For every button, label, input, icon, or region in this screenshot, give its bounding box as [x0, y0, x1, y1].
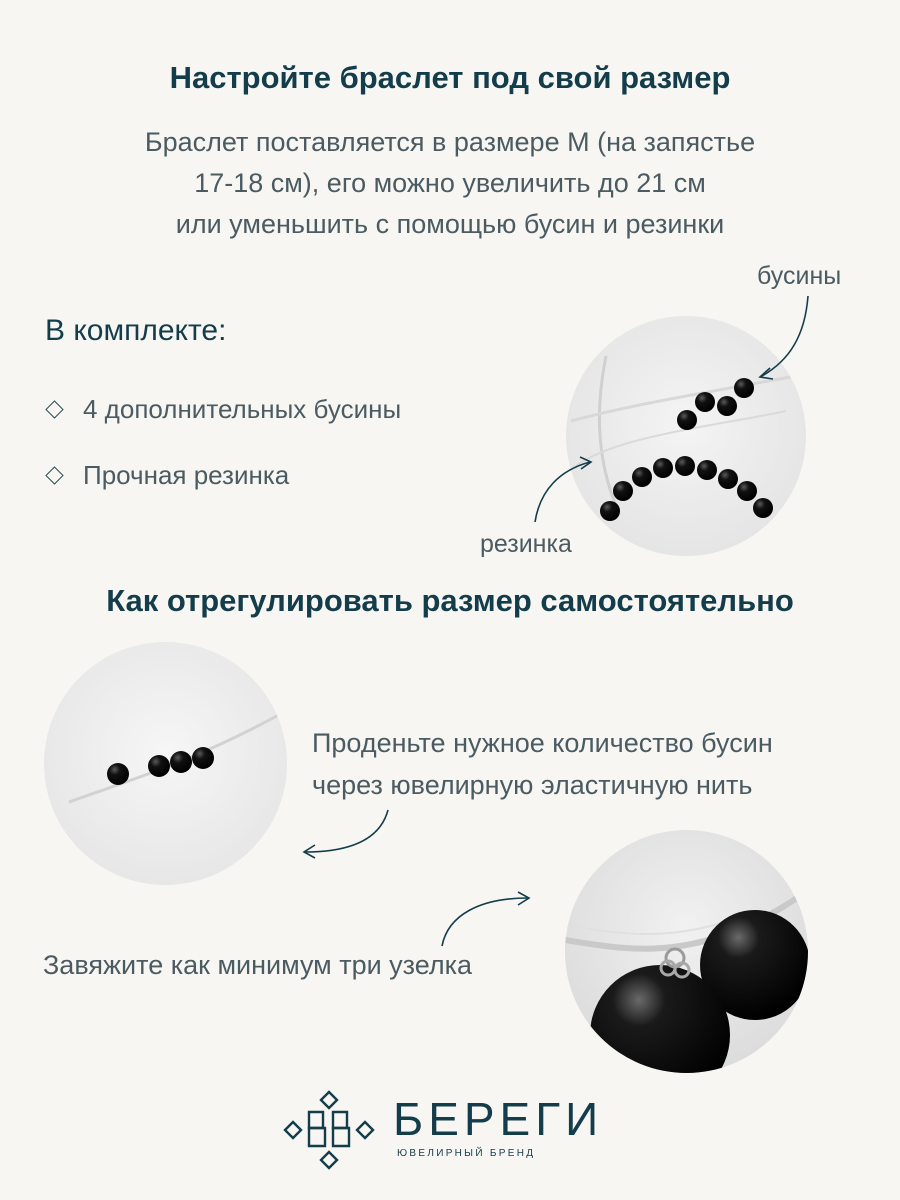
brand-name: БЕРЕГИ — [393, 1093, 604, 1145]
howto-arrows — [0, 790, 900, 970]
subtitle-line: или уменьшить с помощью бусин и резинки — [175, 209, 725, 239]
step-line: Проденьте нужное количество бусин — [312, 728, 773, 758]
subtitle-line: Браслет поставляется в размере М (на запястье — [144, 127, 756, 157]
elastic-label: резинка — [480, 530, 572, 558]
beads-label: бусины — [757, 262, 842, 290]
brand-logo-icon — [279, 1088, 379, 1172]
arrow-icon — [442, 898, 528, 946]
kit-item-label: 4 дополнительных бусины — [83, 394, 402, 424]
page-title: Настройте браслет под свой размер — [169, 60, 731, 95]
kit-item-label: Прочная резинка — [83, 460, 290, 490]
arrow-icon — [305, 810, 388, 852]
howto-title: Как отрегулировать размер самостоятельно — [106, 583, 794, 618]
step-line: через ювелирную эластичную нить — [312, 770, 753, 800]
kit-heading: В комплекте: — [45, 314, 227, 347]
step-knot: Завяжите как минимум три узелка — [43, 950, 473, 980]
arrow-icon — [535, 462, 590, 522]
arrow-icon — [762, 296, 808, 376]
subtitle-line: 17-18 см), его можно увеличить до 21 см — [194, 168, 706, 198]
brand-tagline: ЮВЕЛИРНЫЙ БРЕНД — [397, 1148, 536, 1159]
